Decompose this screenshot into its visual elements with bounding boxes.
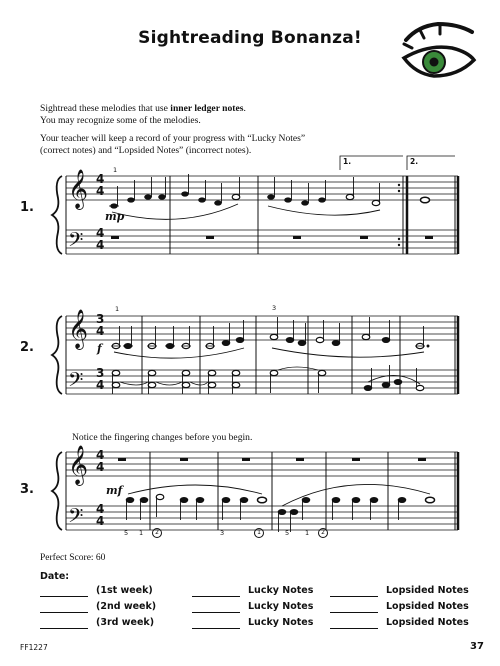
week-label: (1st week) (96, 585, 153, 596)
volta-1: 1. (343, 157, 352, 166)
blank-line (330, 596, 378, 597)
svg-text:𝄢: 𝄢 (68, 228, 84, 256)
time-signature-bottom-bass: 4 (96, 238, 105, 252)
fingering-circled: 1 (254, 528, 264, 538)
fingering-circled: 2 (318, 528, 328, 538)
time-signature-top-bass: 4 (96, 226, 105, 240)
lopsided-notes-label: Lopsided Notes (386, 585, 469, 596)
intro-line-1: Sightread these melodies that use inner ledger notes. (40, 103, 246, 114)
week-label: (2nd week) (96, 601, 157, 612)
blank-line (192, 612, 240, 613)
footer-code: FF1227 (20, 643, 48, 652)
music-system-2 (0, 290, 500, 400)
dynamic-marking: mf (106, 484, 123, 497)
lucky-notes-label: Lucky Notes (248, 601, 314, 612)
system-number: 1. (20, 200, 34, 215)
eye-icon (398, 18, 478, 84)
blank-line (192, 596, 240, 597)
svg-text:𝄢: 𝄢 (68, 368, 84, 396)
dynamic-marking: mp (105, 210, 125, 223)
blank-line (40, 612, 88, 613)
page-title: Sightreading Bonanza! (138, 28, 362, 48)
time-signature-bottom: 4 (96, 184, 105, 198)
svg-text:𝄞: 𝄞 (68, 169, 89, 209)
lopsided-notes-label: Lopsided Notes (386, 617, 469, 628)
svg-text:𝄞: 𝄞 (68, 309, 89, 349)
fingering: 3 (272, 304, 277, 312)
lucky-notes-label: Lucky Notes (248, 617, 314, 628)
time-signature-bottom: 4 (96, 324, 105, 338)
notice-text: Notice the fingering changes before you begin. (72, 432, 253, 443)
time-signature-top-bass: 4 (96, 502, 105, 516)
fingering: 1 (139, 529, 144, 537)
svg-text:𝄢: 𝄢 (68, 504, 84, 532)
intro-line-3: Your teacher will keep a record of your progress with “Lucky Notes” (40, 133, 306, 144)
time-signature-top: 3 (96, 312, 105, 326)
fingering: 3 (220, 529, 225, 537)
system-number: 2. (20, 340, 34, 355)
system-number: 3. (20, 482, 34, 497)
blank-line (330, 612, 378, 613)
time-signature-bottom-bass: 4 (96, 378, 105, 392)
time-signature-top: 4 (96, 448, 105, 462)
time-signature-top-bass: 3 (96, 366, 105, 380)
week-label: (3rd week) (96, 617, 155, 628)
lucky-notes-label: Lucky Notes (248, 585, 314, 596)
svg-text:𝄞: 𝄞 (68, 445, 89, 485)
time-signature-bottom-bass: 4 (96, 514, 105, 528)
blank-line (40, 596, 88, 597)
perfect-score: Perfect Score: 60 (40, 553, 106, 563)
fingering: 1 (113, 166, 118, 174)
page-number: 37 (470, 641, 484, 652)
blank-line (40, 628, 88, 629)
date-label: Date: (40, 571, 70, 582)
volta-2: 2. (410, 157, 419, 166)
fingering: 5 (124, 529, 129, 537)
fingering: 5 (285, 529, 290, 537)
lopsided-notes-label: Lopsided Notes (386, 601, 469, 612)
time-signature-top: 4 (96, 172, 105, 186)
fingering-circled: 2 (152, 528, 162, 538)
music-system-3 (0, 430, 500, 540)
time-signature-bottom: 4 (96, 460, 105, 474)
blank-line (330, 628, 378, 629)
intro-line-2: You may recognize some of the melodies. (40, 115, 201, 126)
dynamic-marking: f (97, 342, 102, 355)
music-system-1 (0, 150, 500, 260)
blank-line (192, 628, 240, 629)
fingering: 1 (305, 529, 310, 537)
fingering: 1 (115, 305, 120, 313)
intro-line-4: (correct notes) and “Lopsided Notes” (incorrect notes). (40, 145, 252, 156)
